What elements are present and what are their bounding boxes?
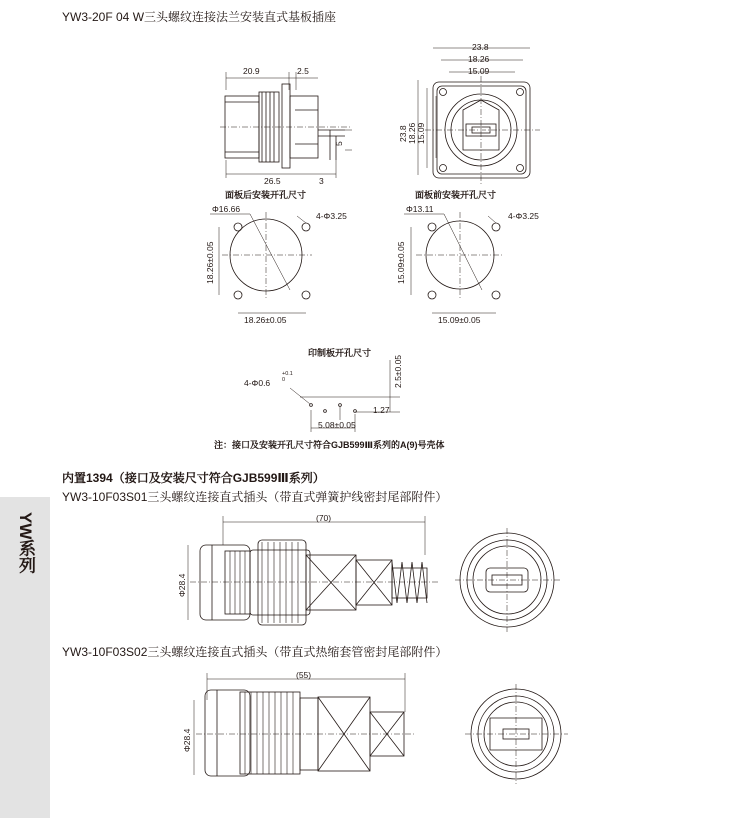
dim-label-23-8-h: 23.8 <box>472 42 489 52</box>
plug2-side-view <box>194 673 415 776</box>
pcb-cutout-caption: 印制板开孔尺寸 <box>308 348 372 358</box>
cutout1-height-label: 18.26±0.05 <box>205 241 215 284</box>
panel-cutout-rear <box>210 212 312 313</box>
cutout2-width-label: 15.09±0.05 <box>438 315 481 325</box>
section-title: 内置1394（接口及安装尺寸符合GJB599Ⅲ系列） <box>62 471 325 485</box>
pcb-pitch-dim: 1.27 <box>373 405 390 415</box>
dim-label-23-8-v: 23.8 <box>398 125 408 142</box>
dim-label-2-5: 2.5 <box>297 66 309 76</box>
dim-label-15-09-v: 15.09 <box>416 122 426 144</box>
plug2-title: YW3-10F03S02三头螺纹连接直式插头（带直式热缩套管密封尾部附件） <box>62 645 448 659</box>
dim-label-18-26-v: 18.26 <box>407 122 417 144</box>
dim-label-5: 5 <box>334 141 344 146</box>
dim-label-18-26-h: 18.26 <box>468 54 490 64</box>
cutout2-height-label: 15.09±0.05 <box>396 241 406 284</box>
interface-note: 注：接口及安装开孔尺寸符合GJB599Ⅲ系列的A(9)号壳体 <box>214 440 445 450</box>
plug1-diameter-label: Φ28.4 <box>177 573 187 597</box>
pcb-span-dim: 5.08±0.05 <box>318 420 356 430</box>
dim-label-20-9: 20.9 <box>243 66 260 76</box>
pcb-holes-label: 4-Φ0.6 <box>244 378 271 388</box>
cutout2-holes-label: 4-Φ3.25 <box>508 211 539 221</box>
plug1-side-view <box>188 516 440 625</box>
plug2-front-view <box>465 684 568 784</box>
socket-side-view <box>220 72 352 178</box>
cutout1-holes-label: 4-Φ3.25 <box>316 211 347 221</box>
plug1-front-view <box>455 528 560 632</box>
series-side-tab-label: YW系列 <box>16 512 35 574</box>
pcb-hole-tolerance: +0.1 0 <box>282 371 293 383</box>
pcb-vertical-dim: 2.5±0.05 <box>393 354 403 388</box>
plug2-diameter-label: Φ28.4 <box>182 728 192 752</box>
cutout2-diameter-label: Φ13.11 <box>406 204 434 214</box>
page-title: YW3-20F 04 W三头螺纹连接法兰安装直式基板插座 <box>62 10 337 24</box>
plug2-length-label: (55) <box>296 670 312 680</box>
rear-cutout-caption: 面板后安装开孔尺寸 <box>225 190 307 200</box>
dim-label-3: 3 <box>319 176 324 186</box>
front-cutout-caption: 面板前安装开孔尺寸 <box>415 190 497 200</box>
cutout1-width-label: 18.26±0.05 <box>244 315 287 325</box>
dim-label-26-5: 26.5 <box>264 176 281 186</box>
plug1-length-label: (70) <box>316 513 332 523</box>
plug1-title: YW3-10F03S01三头螺纹连接直式插头（带直式弹簧护线密封尾部附件） <box>62 490 448 504</box>
dim-label-15-09-h: 15.09 <box>468 66 490 76</box>
cutout1-diameter-label: Φ16.66 <box>212 204 241 214</box>
panel-cutout-front <box>404 212 504 313</box>
